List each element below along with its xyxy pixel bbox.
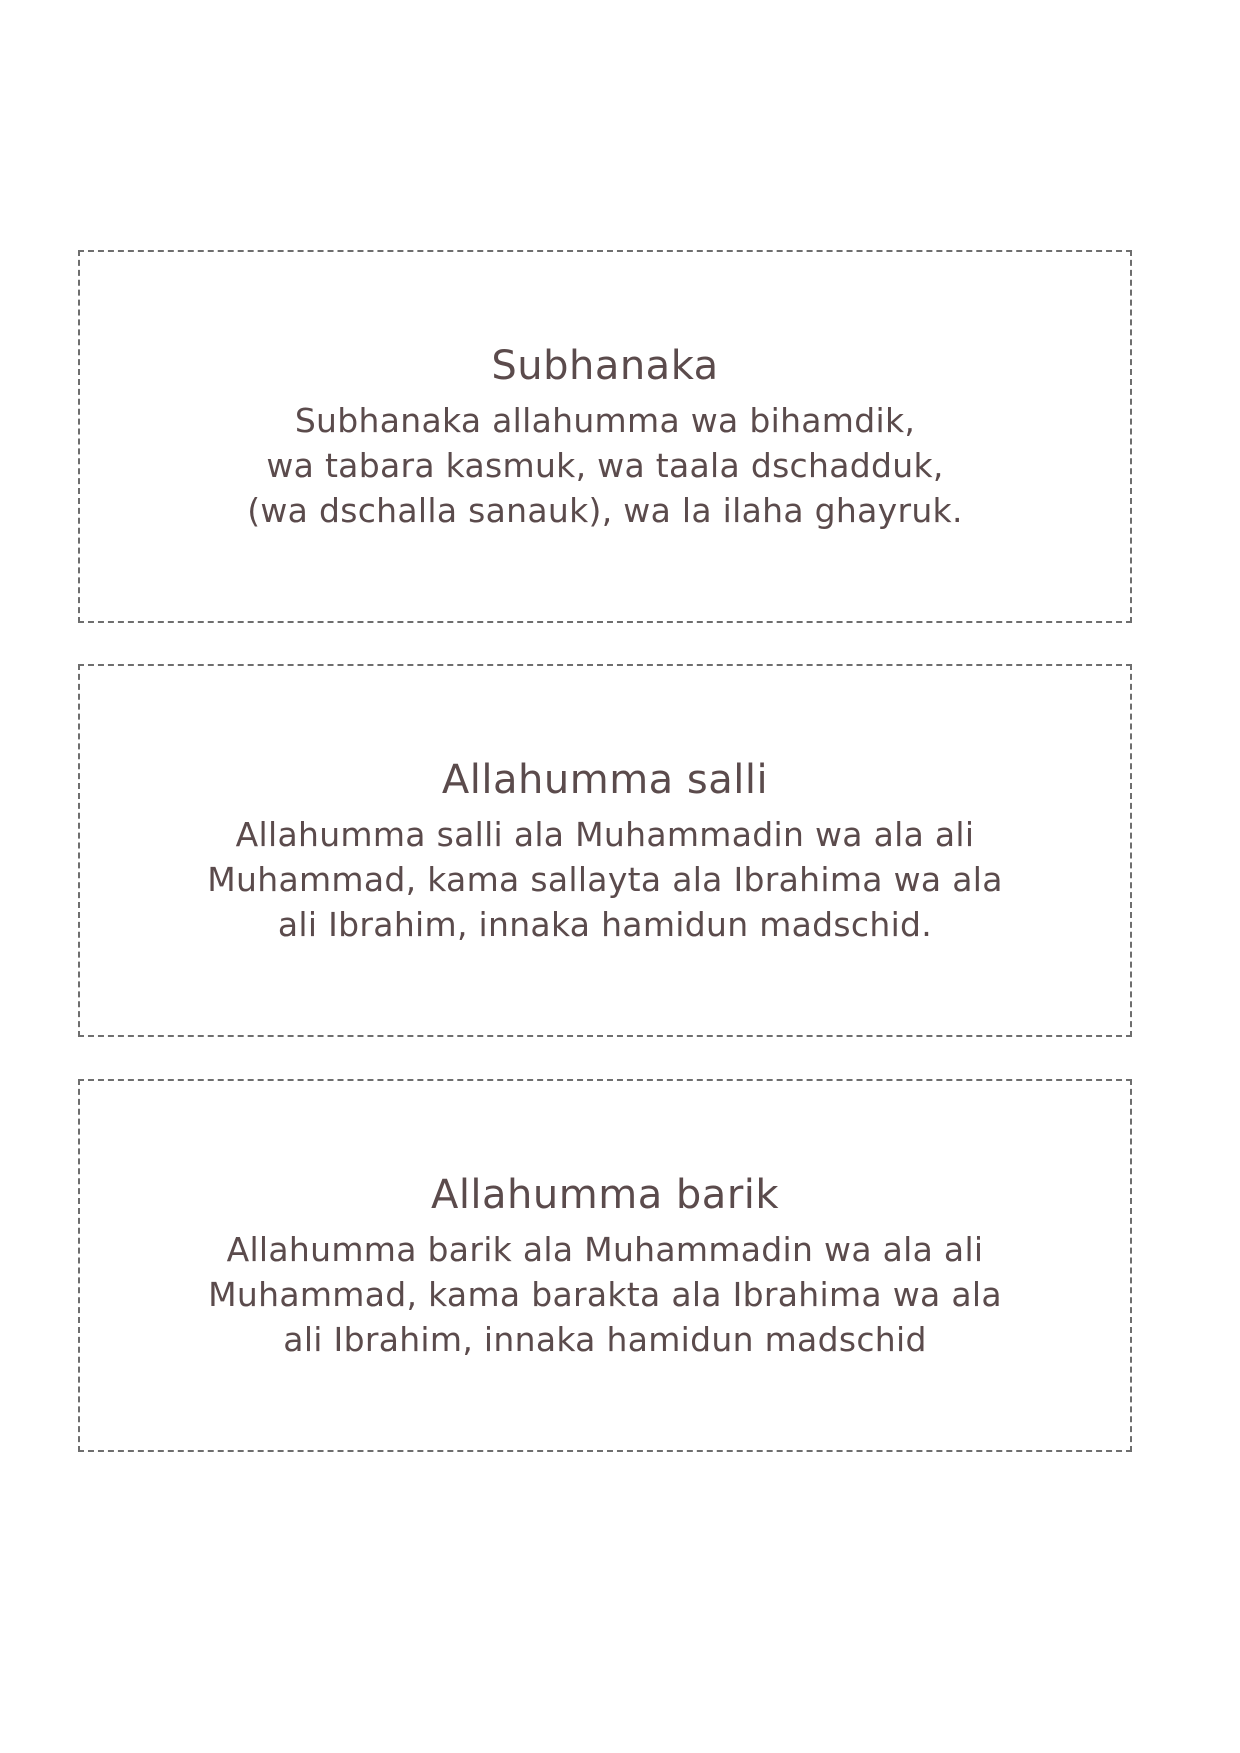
card-text-line: Subhanaka allahumma wa bihamdik, bbox=[294, 401, 916, 440]
card-text-line: ali Ibrahim, innaka hamidun madschid. bbox=[277, 905, 933, 944]
card-title: Allahumma barik bbox=[430, 1172, 780, 1218]
prayer-card-allahumma-salli bbox=[78, 664, 1132, 1037]
card-text-line: (wa dschalla sanauk), wa la ilaha ghayruk. bbox=[247, 491, 963, 530]
card-text-line: ali Ibrahim, innaka hamidun madschid bbox=[283, 1320, 927, 1359]
card-text-line: Allahumma barik ala Muhammadin wa ala ali bbox=[226, 1230, 984, 1269]
prayer-card-subhanaka bbox=[78, 250, 1132, 623]
card-text-line: wa tabara kasmuk, wa taala dschadduk, bbox=[266, 446, 944, 485]
prayer-card-allahumma-barik bbox=[78, 1079, 1132, 1452]
card-text-line: Muhammad, kama sallayta ala Ibrahima wa ala bbox=[207, 860, 1003, 899]
card-text-line: Allahumma salli ala Muhammadin wa ala ali bbox=[235, 815, 975, 854]
card-title: Allahumma salli bbox=[441, 757, 769, 803]
card-text-line: Muhammad, kama barakta ala Ibrahima wa ala bbox=[208, 1275, 1002, 1314]
card-title: Subhanaka bbox=[491, 343, 719, 389]
